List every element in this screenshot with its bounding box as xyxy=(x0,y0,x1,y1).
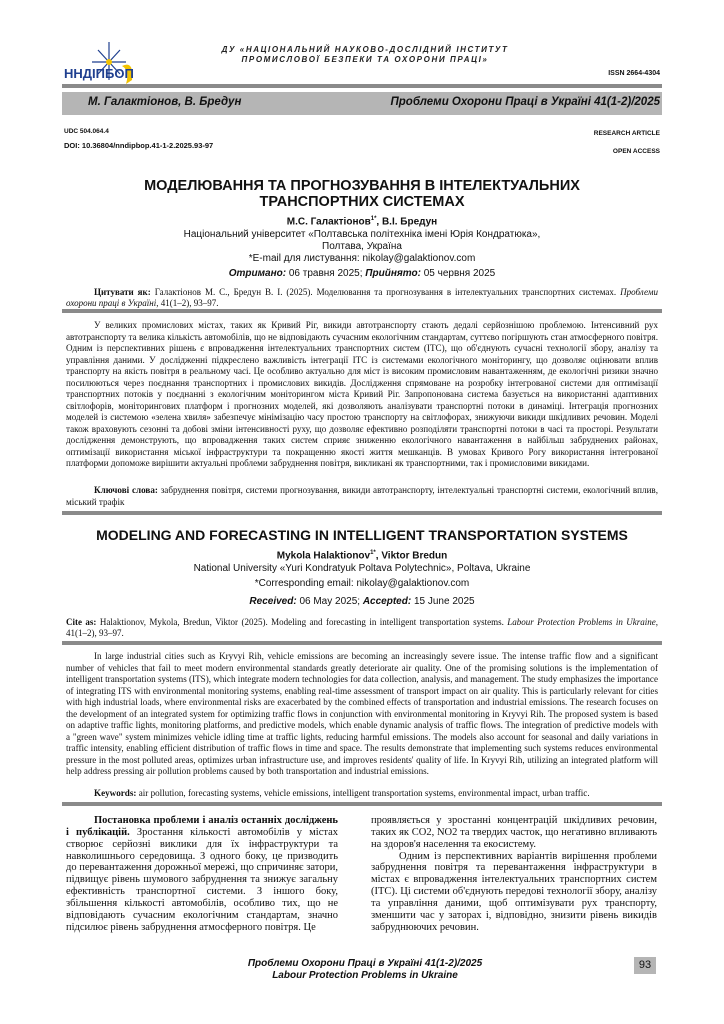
accepted-date-ua: 05 червня 2025 xyxy=(420,268,496,279)
title-ua-line-2: ТРАНСПОРТНИХ СИСТЕМАХ xyxy=(259,194,465,210)
open-access: OPEN ACCESS xyxy=(612,148,660,155)
title-en: MODELING AND FORECASTING IN INTELLIGENT TRANSPORTATION SYSTEMS xyxy=(96,527,628,543)
affiliation-ua xyxy=(62,229,662,265)
body-column-left xyxy=(66,815,338,933)
author-1-sup-en: 1* xyxy=(370,550,376,556)
body-column-right xyxy=(371,815,657,933)
cite-label-en: Cite as: xyxy=(66,617,97,627)
institute-line-1: ДУ «НАЦІОНАЛЬНИЙ НАУКОВО-ДОСЛІДНИЙ ІНСТИТУТ xyxy=(221,45,509,54)
cite-text-ua: Галактіонов М. С., Бредун В. І. (2025). Моделювання та прогнозування в інтелектуальних транспортних системах. xyxy=(150,287,621,297)
author-2: , В.І. Бредун xyxy=(376,216,438,228)
keywords-text-en: air pollution, forecasting systems, vehicle emissions, intelligent transportation systems, environmental impact, urban traffic. xyxy=(136,788,590,798)
footer xyxy=(200,958,530,982)
header-divider xyxy=(62,84,662,88)
authors-en xyxy=(62,547,662,562)
body-text: Зростання кількості автомобілів у містах створює серйозні виклики для їх інфраструктури та навколишнього середовища. З одного боку, це призводить до перевантаження дорожньої мережі, що спричиняє затори, підвищує рівень шумового забруднення та знижує загальну ефективність транспортної системи. З іншого боку, збільшення кількості автомобілів, особливо тих, що не відповідають сучасним екологічним стандартам, значно підсилює рівень забруднення атмосферного повітря. Це xyxy=(66,826,338,933)
cite-text-en: Halaktionov, Mykola, Bredun, Viktor (2025). Modeling and forecasting in intelligent transportation systems. xyxy=(96,617,508,627)
institute-logo xyxy=(62,40,157,88)
udc: UDC 504.064.4 xyxy=(64,128,109,135)
institute-line-2: ПРОМИСЛОВОЇ БЕЗПЕКИ ТА ОХОРОНИ ПРАЦІ» xyxy=(241,55,489,64)
affiliation-ua-line-2: Полтава, Україна xyxy=(322,241,402,252)
received-date-en: 06 May 2025; xyxy=(296,596,363,607)
section-heading: Постановка проблеми і аналіз останніх досліджень і публікацій. xyxy=(66,815,338,838)
institute-name xyxy=(200,45,530,65)
author-1-sup: 1* xyxy=(370,216,377,222)
accepted-label-ua: Прийнято: xyxy=(365,268,421,279)
logo-text: ННДІПБОП xyxy=(64,66,134,81)
divider xyxy=(62,802,662,806)
accepted-label-en: Accepted: xyxy=(362,596,412,607)
author-1-en: Mykola Halaktionov xyxy=(276,550,371,562)
keywords-label-ua: Ключові слова: xyxy=(94,485,158,495)
affiliation-en: National University «Yuri Kondratyuk Poltava Polytechnic», Poltava, Ukraine xyxy=(193,563,531,574)
keywords-ua xyxy=(66,485,658,508)
keywords-label-en: Keywords: xyxy=(94,788,137,798)
cite-label-ua: Цитувати як: xyxy=(94,287,151,297)
cite-tail-en: , 41(1–2), 93–97. xyxy=(66,617,658,638)
cite-journal-en: Labour Protection Problems in Ukraine xyxy=(507,617,656,627)
issn: ISSN 2664-4304 xyxy=(608,70,660,77)
accepted-date-en: 15 June 2025 xyxy=(411,596,475,607)
page-number: 93 xyxy=(634,957,656,974)
header-band xyxy=(62,92,662,115)
divider xyxy=(62,511,662,515)
divider xyxy=(62,309,662,313)
body-paragraph: Одним із перспективних варіантів вирішення проблеми забруднення повітря та перевантаження інфраструктури в містах є впровадження інтелектуальних транспортних систем (ІТС). Ці системи об'єднують передові технології збору, аналізу та управління даними, щоб оптимізувати рух транспорту, зменшити час у заторах і, відповідно, знизити рівень викидів забруднюючих речовин. xyxy=(371,850,657,933)
received-label-en: Received: xyxy=(249,596,297,607)
authors-ua xyxy=(62,213,662,228)
cite-tail-ua: , 41(1–2), 93–97. xyxy=(156,298,219,308)
title-ua-line-1: МОДЕЛЮВАННЯ ТА ПРОГНОЗУВАННЯ В ІНТЕЛЕКТУАЛЬНИХ xyxy=(144,178,580,194)
title-ua xyxy=(62,178,662,210)
abstract-en: In large industrial cities such as Kryvyi Rih, vehicle emissions are becoming an increasingly severe issue. The intense traffic flow and a significant number of vehicles that fail to meet modern environmental standards greatly deteriorate air quality. One of the promising solutions is the implementation of intelligent transportation systems (ITS), which integrate modern technologies for data collection, analysis, and management. The study emphasizes the importance of integrating ITS with environmental monitoring systems, enabling real-time assessment of transport impact on air quality. This is particularly relevant for cities with high industrial loads, where environmental risks are exacerbated by the combined effects of transportation and industrial emissions. The research focuses on the development of an integrated system for optimizing traffic flows in conjunction with environmental monitoring in Kryvyi Rih. The proposed system is based on adaptive traffic lights, monitoring platforms, and predictive models, which enable dynamic analysis of traffic flows. The integration of predictive models with a "green wave" system minimizes vehicle idling time at traffic lights, reducing harmful emissions. The models also account for seasonal and daily variations in traffic intensity, enabling efficient distribution of traffic flows in time and space. The results demonstrate that implementing such systems reduces environmental pressure in the most polluted areas, optimizes urban infrastructure use, and improves residents' quality of life. In Kryvyi Rih, utilizing an integrated platform will help address pressing air pollution problems caused by both transportation and industrial emissions. xyxy=(66,651,658,776)
abstract-ua: У великих промислових містах, таких як Кривий Ріг, викиди автотранспорту стають дедалі серйознішою проблемою. Інтенсивний рух автотранспорту та велика кількість автомобілів, що не відповідають сучасним екологічним стандартам, суттєво погіршують стан атмосферного повітря. Одним із перспективних рішень є впровадження інтелектуальних транспортних систем (ІТС), що об'єднують сучасні технології збору, аналізу та управління даними. У дослідженні підкреслено важливість інтеграції ІТС із системами екологічного моніторингу, що дозволяє оцінювати вплив транспорту на якість повітря в реальному часі. Це особливо актуально для міст із високим промисловим навантаженням, де екологічні ризики значно посилюються через поєднання транспортних і промислових викидів. Дослідження спрямоване на розробку інтегрованої системи для оптимізації транспортних потоків у поєднанні з екологічним моніторингом міста Кривий Ріг. Запропонована система базується на використанні адаптивних світлофорів, моніторингових платформ і прогнозних моделей, які дозволяють аналізувати транспортні потоки в динаміці. Інтеграція прогнозних моделей із системою «зелена хвиля» забезпечує мінімізацію часу простою транспорту на світлофорах, знижуючи викиди шкідливих речовин. Моделі також враховують сезонні та добові зміни інтенсивності руху, що дозволяє ефективно розподіляти транспортні потоки в часі та просторі. Результати дослідження демонструють, що впровадження таких систем сприяє зниженню екологічного навантаження в найбільш забруднених районах, оптимізації використання міської інфраструктури та покращенню якості життя мешканців. В умовах Кривого Рогу використання інтегрованої платформи допоможе вирішити актуальні проблеми забруднення повітря, викликані як транспортними, так і промисловими викидами. xyxy=(66,320,658,468)
band-journal: Проблеми Охорони Праці в Україні 41(1-2)/2025 xyxy=(390,96,660,108)
footer-journal-ua: Проблеми Охорони Праці в Україні 41(1-2)/2025 xyxy=(247,958,483,969)
received-label-ua: Отримано: xyxy=(228,268,287,279)
affiliation-ua-line-1: Національний університет «Полтавська політехніка імені Юрія Кондратюка», xyxy=(183,229,541,240)
footer-journal-en: Labour Protection Problems in Ukraine xyxy=(272,970,458,981)
dates-ua xyxy=(62,268,662,280)
article-type: RESEARCH ARTICLE xyxy=(593,130,660,137)
received-date-ua: 06 травня 2025; xyxy=(286,268,366,279)
email-ua: *E-mail для листування: nikolay@galaktionov.com xyxy=(248,253,476,264)
divider xyxy=(62,641,662,645)
email-en: *Corresponding email: nikolay@galaktionov.com xyxy=(254,578,470,589)
body-paragraph xyxy=(66,815,338,933)
cite-ua xyxy=(66,287,658,309)
cite-en xyxy=(66,617,658,639)
author-1: М.С. Галактіонов xyxy=(286,216,371,228)
keywords-en xyxy=(66,788,658,799)
cite-journal-ua: Проблеми охорони праці в Україні xyxy=(66,287,658,308)
author-2-en: , Viktor Bredun xyxy=(375,550,448,562)
body-paragraph: проявляється у зростанні концентрацій шкідливих речовин, таких як CO2, NO2 та твердих часток, що негативно впливають на здоров'я населення та екосистему. xyxy=(371,815,657,850)
keywords-text-ua: забруднення повітря, системи прогнозування, викиди автотранспорту, інтелектуальні транспортні системи, екологічний вплив, міський трафік xyxy=(66,485,658,507)
dates-en xyxy=(62,596,662,608)
doi[interactable]: DOI: 10.36804/nndipbop.41-1-2.2025.93-97 xyxy=(64,141,214,150)
band-authors: М. Галактіонов, В. Бредун xyxy=(88,96,242,108)
